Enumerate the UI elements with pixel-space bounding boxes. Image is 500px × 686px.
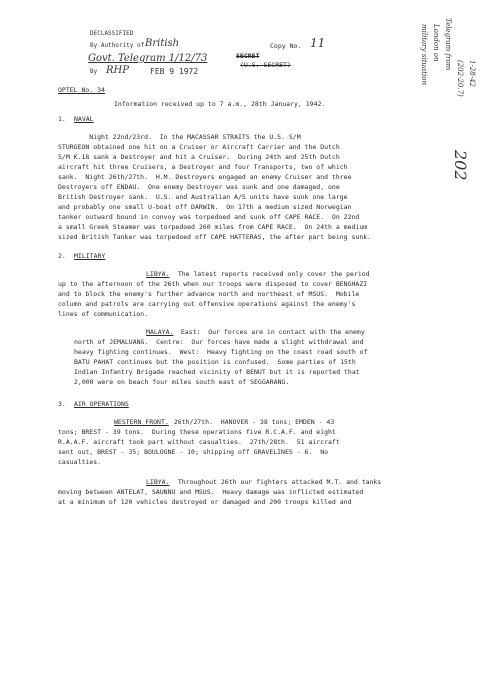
naval-line: a small Greek Steamer was torpedoed 260 miles from CAPE RACE. On 24th a medium (58, 223, 368, 231)
naval-line: aircraft hit three Cruisers, a Destroyer and four Transports, two of which (58, 163, 348, 171)
declassified-stamp: DECLASSIFIED (90, 30, 134, 37)
libya-line: lines of communication. (58, 310, 149, 318)
document-heading: Information received up to 7 a.m., 28th January, 1942. (114, 100, 326, 108)
libya-line: column and patrols are carrying out offensive operations against the enemy's (58, 300, 356, 308)
libya-line: and to block the enemy's further advance north and northeast of MSUS. Mobile (58, 290, 360, 298)
section-3-number: 3. (58, 400, 66, 408)
libya-label: LIBYA. (146, 270, 170, 278)
section-2-number: 2. (58, 252, 66, 260)
margin-note-line1: Telegram from (444, 18, 452, 71)
malaya-label: MALAYA. (146, 328, 174, 336)
malaya-first-line: East: Our forces are in contact with the enemy (173, 328, 365, 336)
margin-note-line2: London on (432, 24, 440, 62)
malaya-line: 2,000 were on beach four miles south east of SEGGARANG. (74, 378, 290, 386)
libya-first-line: The latest reports received only cover the period (170, 270, 370, 278)
classification-us-secret: (U.S. SECRET) (240, 61, 291, 69)
malaya-line: north of JEMALUANG. Centre: Our forces have made a slight withdrawal and (74, 338, 364, 346)
telegram-handwriting: Govt. Telegram 1/12/73 (88, 53, 208, 64)
western-front-line: R.A.A.F. aircraft took part without casualties. 27th/28th. 51 aircraft (58, 438, 340, 446)
classification-secret: SECRET (236, 52, 260, 60)
naval-line: and probably one small U-boat off DARWIN. On 17th a medium sized Norwegian (58, 203, 352, 211)
western-front-line: casualties. (58, 458, 102, 466)
malaya-line: BATU PAHAT continues but the position is confused. Some parties of 15th (74, 358, 356, 366)
malaya-line: Indian Infantry Brigade reached vicinity of BENUT but it is reported that (74, 368, 360, 376)
naval-line: tanker outward bound in convoy was torpedoed and sunk off CAPE RACE. On 22nd (58, 213, 360, 221)
margin-note-big-number: 202 (451, 150, 470, 181)
malaya-line: heavy fighting continues. West: Heavy fighting on the coast road south of (74, 348, 368, 356)
libya-line: up to the afternoon of the 26th when our troops were disposed to cover BENGHAZI (58, 280, 368, 288)
section-3-title: AIR OPERATIONS (74, 400, 129, 408)
libya-air-first-line: Throughout 26th our fighters attacked M.T. and tanks (170, 478, 382, 486)
libya-air-label: LIBYA. (146, 478, 170, 486)
western-front-label: WESTERN FRONT. (114, 418, 169, 426)
by-handwriting: RHP (106, 65, 129, 76)
libya-air-line: at a minimum of 120 vehicles destroyed or damaged and 200 troops killed and (58, 498, 352, 506)
naval-line: STURGEON obtained one hit on a Cruiser or Aircraft Carrier and the Dutch (58, 143, 340, 151)
optel-number: OPTEL No. 34 (58, 86, 105, 94)
western-front-line: sent out, BREST - 35; BOULOGNE - 10; shipping off GRAVELINES - 6. No (58, 448, 329, 456)
naval-line: Destroyers off ENDAU. One enemy Destroyer was sunk and one damaged, one (58, 183, 340, 191)
naval-line: sank. Night 26th/27th. H.M. Destroyers engaged an enemy Cruiser and three (58, 173, 352, 181)
naval-line: British Destroyer sank. U.S. and Australian A/S units have sunk one large (58, 193, 348, 201)
naval-line: Night 22nd/23rd. In the MACASSAR STRAITS the U.S. S/M (58, 133, 301, 141)
section-2-title: MILITARY (74, 252, 106, 260)
section-1-title: NAVAL (74, 115, 94, 123)
margin-note-line3: military situation (420, 24, 428, 85)
authority-handwriting: British (145, 38, 180, 49)
copy-label: Copy No. (270, 42, 302, 50)
western-front-line: tons; BREST - 39 tons. During these operations five R.C.A.F. and eight (58, 428, 336, 436)
margin-note-ref: (202-20.7) (456, 60, 464, 97)
stamp-date: FEB 9 1972 (150, 67, 199, 76)
libya-air-line: moving between ANTELAT, SAUNNU and MSUS. Heavy damage was inflicted estimated (58, 488, 364, 496)
authority-prefix: By Authority of (90, 42, 145, 49)
margin-note-date: 1-28-42 (468, 60, 476, 87)
western-front-first-line: 26th/27th. HANOVER - 38 tons; EMDEN - 43 (166, 418, 335, 426)
copy-number: 11 (310, 36, 326, 50)
naval-line: sized British Tanker was torpedoed off CAPE HATTERAS, the after part being sunk. (58, 233, 372, 241)
by-prefix: By (90, 68, 98, 75)
naval-line: S/M K.18 sank a Destroyer and hit a Cruiser. During 24th and 25th Dutch (58, 153, 340, 161)
section-1-number: 1. (58, 115, 66, 123)
